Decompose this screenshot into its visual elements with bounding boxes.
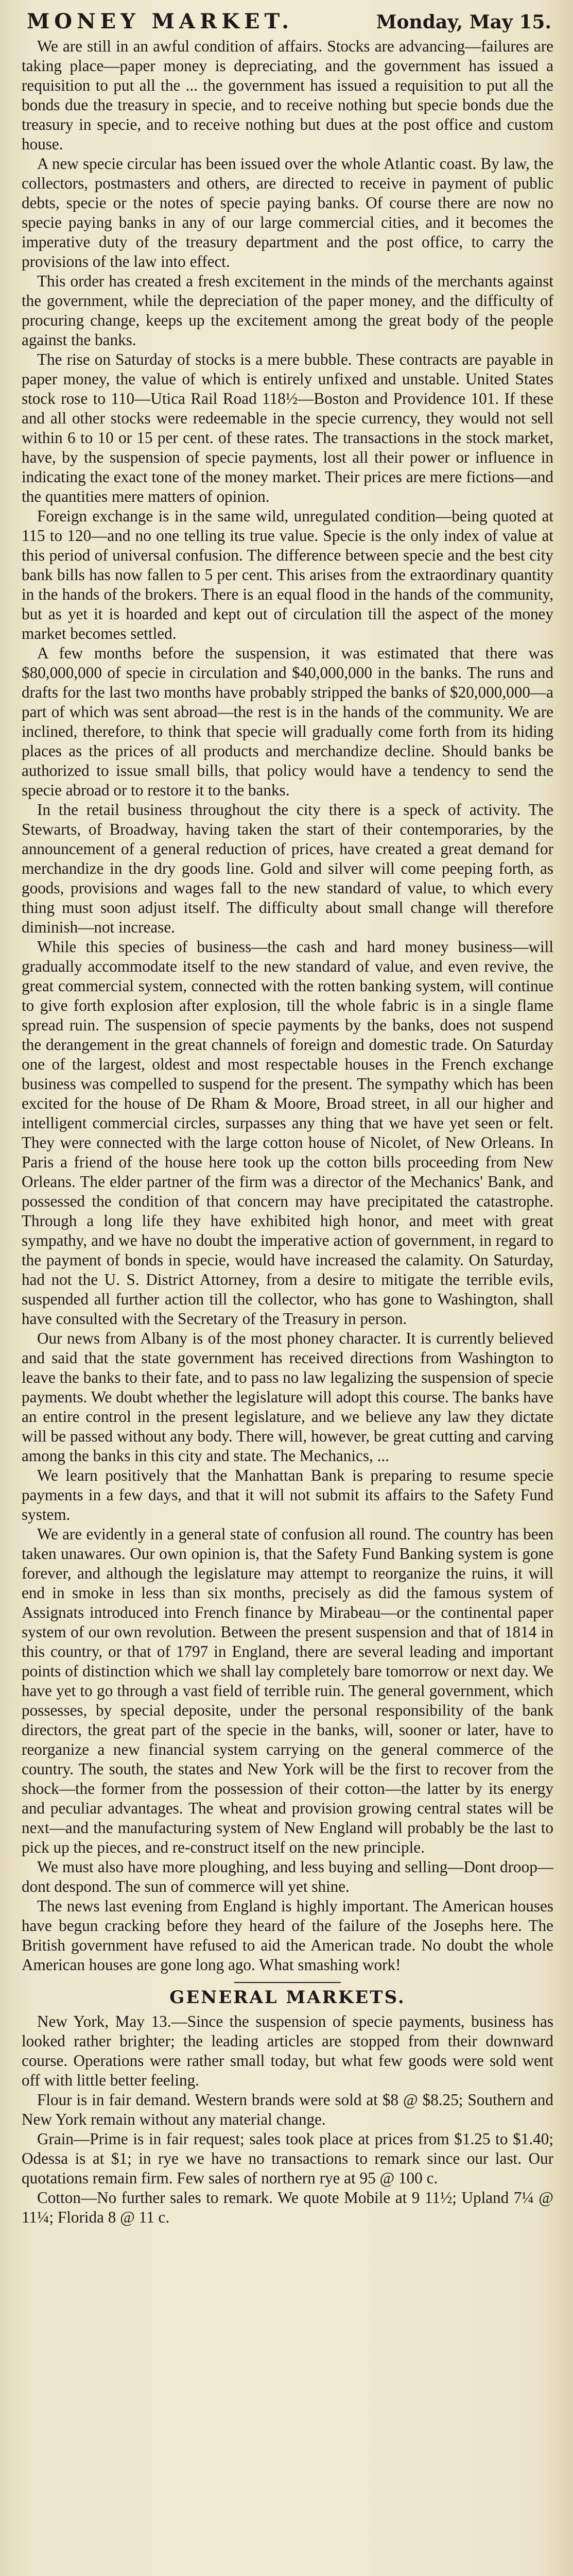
article-paragraph: While this species of business—the cash and hard money business—will gradually accommodate itself to the new standard of value, and even revive, the great commercial system, connected with the rotten banking system, will continue to give forth explosion after explosion, till the whole fabric is in a single flame spread ruin. The suspension of specie payments by the banks, does not suspend the derangement in the great channels of foreign and domestic trade. On Saturday one of the largest, oldest and most respectable houses in the French exchange business was compelled to suspend for the present. The sympathy which has been excited for the house of De Rham & Moore, Broad street, in all our higher and intelligent commercial circles, surpasses any thing that we have yet seen or felt. They were connected with the large cotton house of Nicolet, of New Orleans. In Paris a friend of the house here took up the cotton bills proceeding from New Orleans. The elder partner of the firm was a director of the Mechanics' Bank, and possessed the condition of that concern may have precipitated the catastrophe. Through a long life they have exhibited high honor, and meet with great sympathy, and we have no doubt the imperative action of government, in regard to the payment of bonds in specie, would have increased the calamity. On Saturday, had not the U. S. District Attorney, from a desire to mitigate the terrible evils, suspended all further action till the collector, who has gone to Washington, shall have consulted with the Secretary of the Treasury in person.: [22, 938, 553, 1328]
general-markets-column: [22, 2012, 553, 2227]
masthead: [22, 9, 553, 37]
article-paragraph: A few months before the suspension, it was estimated that there was $80,000,000 of specie in circulation and $40,000,000 in the banks. The runs and drafts for the last two months have probably stripped the banks of $20,000,000—a part of which was sent abroad—the rest is in the hands of the community. We are inclined, therefore, to think that specie will gradually come forth from its hiding places as the prices of all products and merchandize decline. Should banks be authorized to issue small bills, that policy would have a tendency to send the specie abroad or to restore it to the banks.: [22, 644, 553, 799]
section-divider: [234, 1982, 341, 1983]
market-paragraph: New York, May 13.—Since the suspension of specie payments, business has looked rather brighter; the leading articles are stopped from their downward course. Operations were rather small today, but what few goods were sold went off with little better feeling.: [22, 2012, 553, 2089]
article-paragraph: We are evidently in a general state of confusion all round. The country has been taken unawares. Our own opinion is, that the Safety Fund Banking system is gone forever, and although the legislature may attempt to reorganize the ruins, it will end in smoke in less than six months, precisely as did the famous system of Assignats introduced into French finance by Mirabeau—or the continental paper system of our own revolution. Between the present suspension and that of 1814 in this country, or that of 1797 in England, there are several leading and important points of distinction which we shall lay completely bare tomorrow or next day. We have yet to go through a vast field of terrible ruin. The general government, which possesses, by special deposite, under the personal responsibility of the bank directors, the great part of the specie in the banks, will, sooner or later, have to reorganize a new financial system carrying on the general commerce of the country. The south, the states and New York will be the first to recover from the shock—the former from the possession of their cotton—the latter by its energy and peculiar advantages. The wheat and provision growing central states will be next—and the manufacturing system of New England will probably be the last to pick up the pieces, and re-construct itself on the new principle.: [22, 1525, 553, 1856]
article-paragraph: We are still in an awful condition of affairs. Stocks are advancing—failures are taking place—paper money is depreciating, and the government has issued a requisition to put all the ... the government has issued a requisition to put all the bonds due the treasury in specie, and to receive nothing but specie bonds due the treasury in specie, and to receive nothing but dues at the post office and custom house.: [22, 37, 553, 153]
market-paragraph: Grain—Prime is in fair request; sales took place at prices from $1.25 to $1.40; Odessa is at $1; in rye we have no transactions to remark since our last. Our quotations remain firm. Few sales of northern rye at 95 @ 100 c.: [22, 2130, 553, 2187]
column-title: MONEY MARKET.: [27, 9, 293, 33]
article-paragraph: We learn positively that the Manhattan Bank is preparing to resume specie payments in a few days, and that it will not submit its affairs to the Safety Fund system.: [22, 1466, 553, 1523]
article-paragraph: A new specie circular has been issued over the whole Atlantic coast. By law, the collectors, postmasters and others, are directed to receive in payment of public debts, specie or the notes of specie paying banks. Of course there are now no specie paying banks in any of our large commercial cities, and it becomes the imperative duty of the treasury department and the post office, to carry the provisions of the law into effect.: [22, 155, 553, 270]
article-paragraph: Our news from Albany is of the most phoney character. It is currently believed and said that the state government has received directions from Washington to leave the banks to their fate, and to pass no law legalizing the suspension of specie payments. We doubt whether the legislature will adopt this course. The banks have an entire control in the present legislature, and we believe any law they dictate will be passed without any body. There will, however, be great cutting and carving among the banks in this city and state. The Mechanics, ...: [22, 1329, 553, 1465]
article-paragraph: The news last evening from England is highly important. The American houses have begun cracking before they heard of the failure of the Josephs here. The British government have refused to aid the American trade. No doubt the whole American houses are gone long ago. What smashing work!: [22, 1897, 553, 1974]
general-markets-heading: GENERAL MARKETS.: [169, 1987, 406, 2008]
money-market-column: [22, 37, 553, 1975]
market-paragraph: Cotton—No further sales to remark. We quote Mobile at 9 11½; Upland 7¼ @ 11¼; Florida 8 @ 11 c.: [22, 2189, 553, 2226]
article-paragraph: This order has created a fresh excitement in the minds of the merchants against the government, while the depreciation of the paper money, and the difficulty of procuring change, keeps up the excitement among the great body of the people against the banks.: [22, 272, 553, 349]
dateline: Monday, May 15.: [376, 11, 551, 33]
market-paragraph: Flour is in fair demand. Western brands were sold at $8 @ $8.25; Southern and New York remain without any material change.: [22, 2091, 553, 2128]
article-paragraph: In the retail business throughout the city there is a speck of activity. The Stewarts, of Broadway, having taken the start of their contemporaries, by the announcement of a general reduction of prices, have created a great demand for merchandize in the dry goods line. Gold and silver will come peeping forth, as goods, provisions and wages fall to the new standard of value, to which every thing must soon adjust itself. The difficulty about small change will therefore diminish—not increase.: [22, 801, 553, 936]
article-paragraph: Foreign exchange is in the same wild, unregulated condition—being quoted at 115 to 120—and no one telling its true value. Specie is the only index of value at this period of universal confusion. The difference between specie and the best city bank bills has now fallen to 5 per cent. This arises from the extraordinary quantity in the hands of the brokers. There is an equal flood in the hands of the community, but as yet it is hoarded and kept out of circulation till the aspect of the money market becomes settled.: [22, 507, 553, 642]
article-paragraph: We must also have more ploughing, and less buying and selling—Dont droop—dont despond. The sun of commerce will yet shine.: [22, 1858, 553, 1895]
article-paragraph: The rise on Saturday of stocks is a mere bubble. These contracts are payable in paper money, the value of which is entirely unfixed and unstable. United States stock rose to 110—Utica Rail Road 118½—Boston and Providence 101. If these and all other stocks were redeemable in the specie currency, they would not sell within 6 to 10 or 15 per cent. of these rates. The transactions in the stock market, have, by the suspension of specie payments, lost all their power or influence in indicating the exact tone of the money market. Their prices are mere fictions—and the quantities mere matters of opinion.: [22, 350, 553, 505]
